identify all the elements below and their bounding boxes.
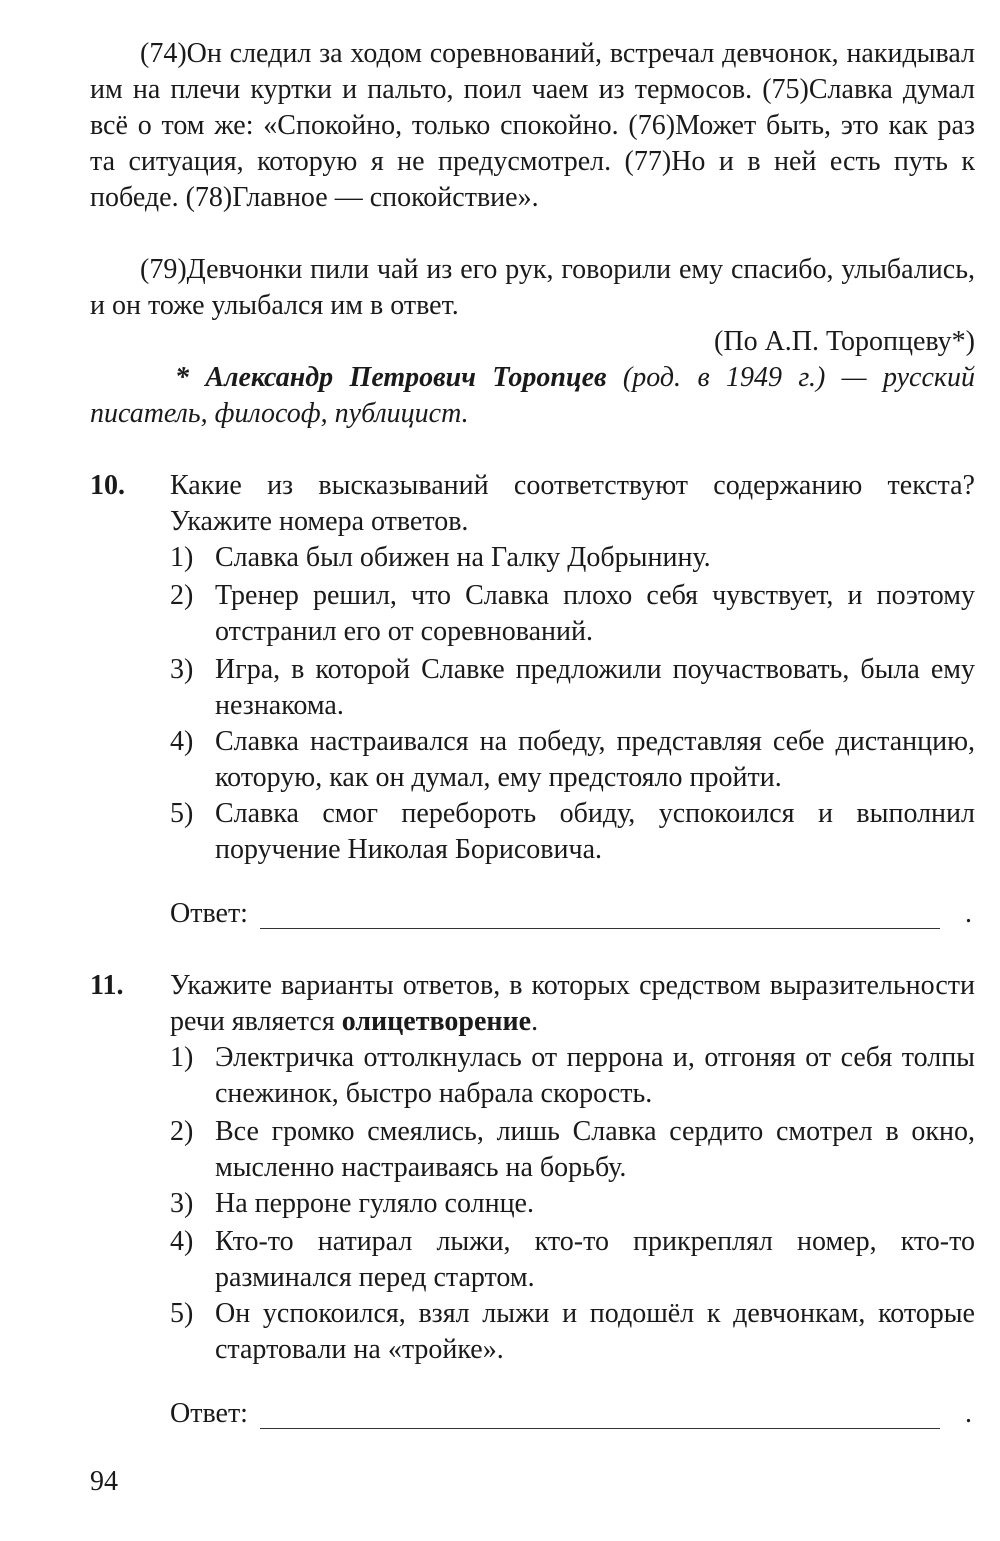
option-text: Игра, в которой Славке предложили поучаствовать, была ему незнакома. [215,654,975,721]
prompt-text: Укажите варианты ответов, в которых средством выразительности речи является [170,970,975,1037]
option-number: 4) [170,1226,194,1257]
question-11-option-5 [170,1296,975,1368]
source-attribution: (По А.П. Торопцеву*) [714,326,975,357]
option-text: Он успокоился, взял лыжи и подошёл к девчонкам, которые стартовали на «тройке». [215,1298,975,1365]
footnote-author-info: (род. в 1949 г.) — русский писатель, философ, публицист. [90,362,975,429]
option-text: Электричка оттолкнулась от перрона и, отгоняя от себя толпы снежинок, быстро набрала скорость. [215,1042,975,1109]
question-10-prompt: Какие из высказываний соответствуют содержанию текста? Укажите номера ответов. [170,470,975,537]
option-text: Славка настраивался на победу, представляя себе дистанцию, которую, как он думал, ему предстояло пройти. [215,726,975,793]
footnote-author-name: * Александр Петрович Торопцев [175,362,607,393]
question-11-option-4 [170,1224,975,1296]
option-number: 3) [170,1188,194,1219]
page-number: 94 [90,1466,118,1497]
question-10-option-5 [170,796,975,868]
answer-line[interactable] [260,1428,940,1429]
option-number: 3) [170,654,194,685]
question-10-option-1 [170,540,975,576]
question-10-option-2 [170,578,975,650]
option-text: Славка был обижен на Галку Добрынину. [215,542,711,573]
question-11-option-3 [170,1186,975,1222]
question-10-option-4 [170,724,975,796]
question-11-number: 11. [90,970,124,1001]
question-11-answer [170,1396,975,1432]
question-10-number: 10. [90,470,125,501]
question-11-option-2 [170,1114,975,1186]
answer-line[interactable] [260,928,940,929]
option-text: На перроне гуляло солнце. [215,1188,534,1219]
answer-label: Ответ: [170,898,248,929]
option-number: 2) [170,1116,194,1147]
answer-period: . [965,1398,972,1429]
option-text: Славка смог перебороть обиду, успокоился и выполнил поручение Николая Борисовича. [215,798,975,865]
text-paragraph-79: (79)Девчонки пили чай из его рук, говорили ему спасибо, улыбались, и он тоже улыбался им в ответ. [90,254,975,321]
answer-period: . [965,898,972,929]
prompt-end: . [531,1006,539,1037]
question-11-prompt [170,968,975,1040]
answer-label: Ответ: [170,1398,248,1429]
option-number: 5) [170,798,194,829]
option-number: 4) [170,726,194,757]
question-11-option-1 [170,1040,975,1112]
option-number: 1) [170,542,194,573]
author-footnote [90,360,975,432]
question-10-answer [170,896,975,932]
question-10-option-3 [170,652,975,724]
option-number: 1) [170,1042,194,1073]
prompt-emphasis: олицетворение [341,1006,532,1037]
option-number: 2) [170,580,194,611]
option-text: Кто-то натирал лыжи, кто-то прикреплял номер, кто-то разминался перед стартом. [215,1226,975,1293]
text-paragraph-74-78: (74)Он следил за ходом соревнований, встречал девчонок, накидывал им на плечи куртки и пальто, поил чаем из термосов. (75)Славка думал всё о том же: «Спокойно, только спокойно. (76)Может быть, это как раз та ситуация, которую я не предусмотрел. (77)Но и в ней есть путь к победе. (78)Главное — спокойствие». [90,38,975,213]
option-number: 5) [170,1298,194,1329]
option-text: Тренер решил, что Славка плохо себя чувствует, и поэтому отстранил его от соревнований. [215,580,975,647]
option-text: Все громко смеялись, лишь Славка сердито смотрел в окно, мысленно настраиваясь на борьбу. [215,1116,975,1183]
